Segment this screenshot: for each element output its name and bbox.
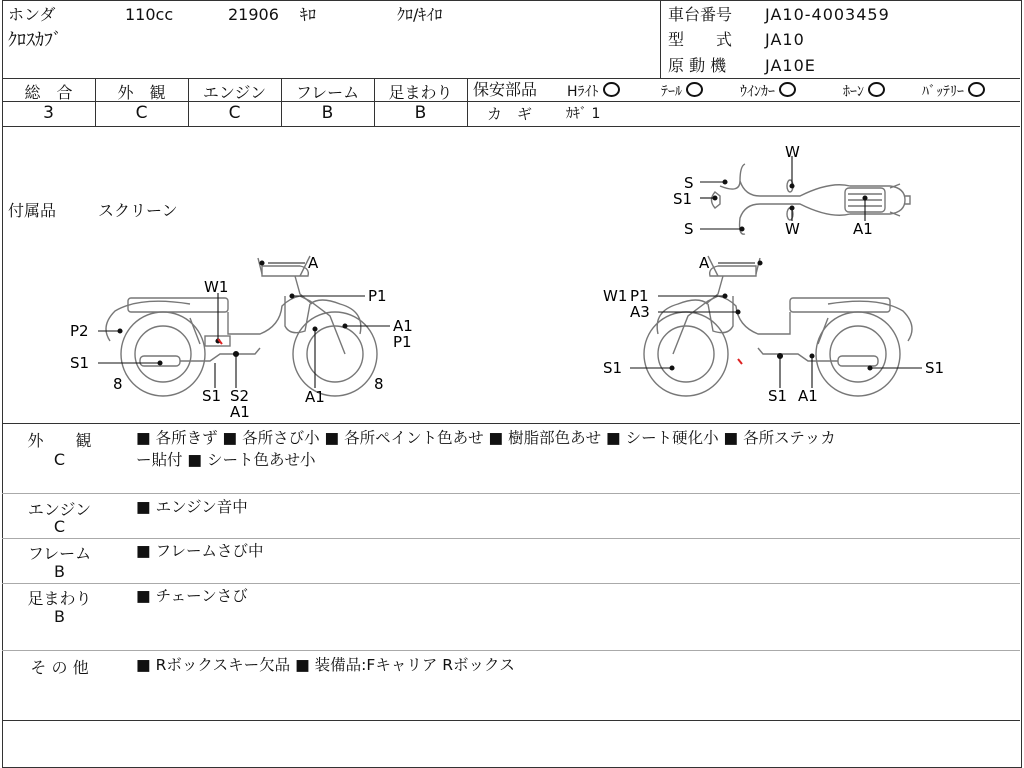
diagram-label: P1 [393,333,412,351]
remark-text: ■ Rボックスキー欠品 ■ 装備品:Fキャリア Rボックス [136,656,515,674]
accessories-value: スクリーン [98,201,178,220]
safety-winker [740,81,796,101]
diagram-label: A1 [230,403,250,421]
safety-headlight [567,81,620,101]
grade-overall: 3 [43,103,54,123]
diagram-label: W1 [603,287,628,305]
mileage: 21906 [228,5,279,24]
diagram-label: 8 [374,375,384,393]
remark-grade: C [53,450,66,469]
engine-value: JA10E [765,56,816,75]
remark-text: ■ 各所きず ■ 各所さび小 ■ 各所ペイント色あせ ■ 樹脂部色あせ ■ シート硬化小 ■ 各所ステッカ [136,429,836,447]
diagram-label: S1 [673,190,693,208]
diagram-label: A [699,254,710,272]
diagram-label: S1 [925,359,945,377]
remark-text: ■ チェーンさび [136,587,248,605]
remark-category: エンジン [27,500,92,519]
ok-mark-icon [686,82,703,97]
diagram-label: A1 [305,388,325,406]
safety-tail [661,81,703,101]
grade-header-engine: エンジン [202,83,267,102]
diagram-label: P1 [368,287,387,305]
remark-text: ■ エンジン音中 [136,498,248,516]
diagram-label: S1 [603,359,623,377]
key-label: カ ギ [487,105,533,123]
remark-text: ■ フレームさび中 [136,542,264,560]
diagram-label: S1 [768,387,788,405]
rule [2,650,1020,651]
diagram-label: S2 [230,387,250,405]
key-value: ｶｷﾞ 1 [566,106,601,122]
ok-mark-icon [603,82,620,97]
mileage-unit: ｷﾛ [300,5,317,24]
diagram-label: A1 [798,387,818,405]
rule [2,538,1020,539]
remark-category: 足まわり [27,589,92,608]
damage-diagram [0,126,1024,426]
diagram-label: 8 [113,375,123,393]
diagram-label: A [308,254,319,272]
remark-grade: B [54,562,65,581]
rule [2,720,1020,721]
grade-header-overall: 総 合 [24,83,73,102]
safety-item-label: ﾃｰﾙ [661,84,682,100]
remark-grade: B [54,607,65,626]
grade-suspension: B [414,103,427,123]
left-side-motorcycle [106,256,377,396]
grade-header-frame: フレーム [295,83,360,102]
type-label: 型 式 [668,30,733,49]
remark-category: 外 観 [27,431,92,450]
grade-exterior: C [135,103,148,123]
type-value: JA10 [765,30,805,49]
remark-grade: C [53,517,66,536]
right-side-motorcycle [644,256,912,396]
rule [467,78,468,126]
diagram-label: W [785,143,800,161]
model-name: ｸﾛｽｶﾌﾞ [8,30,62,51]
color: ｸﾛ/ｷｲﾛ [397,5,443,24]
frame-no: JA10-4003459 [765,5,890,24]
rule [2,493,1020,494]
rule [2,423,1020,424]
diagram-label: A1 [393,317,413,335]
safety-horn [843,81,885,101]
diagram-label: W1 [204,278,229,296]
diagram-label: S [684,174,694,192]
rule [2,78,1020,79]
diagram-label: P1 [630,287,649,305]
grade-header-exterior: 外 観 [117,83,166,102]
maker: ホンダ [8,5,56,24]
safety-battery [922,81,985,101]
safety-label: 保安部品 [473,80,538,99]
displacement: 110cc [125,5,174,24]
frame-no-label: 車台番号 [668,5,733,24]
grade-engine: C [228,103,241,123]
safety-item-label: ｳｲﾝｶｰ [740,84,775,100]
grade-frame: B [321,103,334,123]
diagram-label: S1 [202,387,222,405]
remark-text: ー貼付 ■ シート色あせ小 [136,451,316,469]
diagram-label: A1 [853,220,873,238]
ok-mark-icon [868,82,885,97]
safety-item-label: Hﾗｲﾄ [567,84,599,100]
ok-mark-icon [779,82,796,97]
diagram-label: A3 [630,303,650,321]
diagram-label: P2 [70,322,89,340]
ok-mark-icon [968,82,985,97]
header-divider [660,0,661,78]
rule [2,583,1020,584]
safety-item-label: ﾎｰﾝ [843,84,864,100]
diagram-label: S [684,220,694,238]
grade-header-suspension: 足まわり [388,83,453,102]
remark-category: そ の 他 [30,658,89,677]
diagram-label: S1 [70,354,90,372]
diagram-label: W [785,220,800,238]
top-view-motorcycle [712,164,911,234]
remark-category: フレーム [27,544,92,563]
engine-label: 原 動 機 [668,56,727,75]
accessories-label: 付属品 [8,201,57,220]
safety-item-label: ﾊﾞｯﾃﾘｰ [922,84,964,100]
